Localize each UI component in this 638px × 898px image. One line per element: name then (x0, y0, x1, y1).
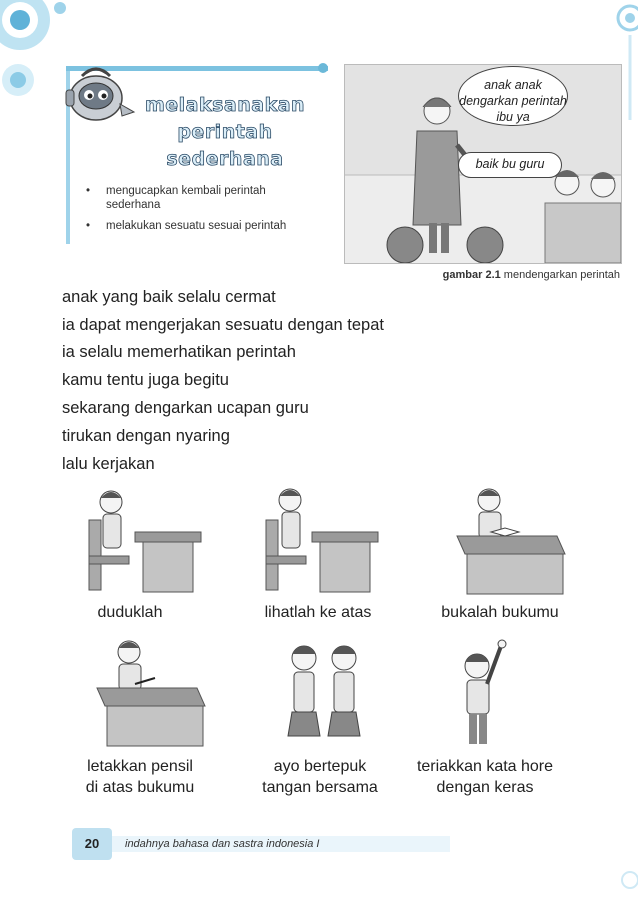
action-label-line: tangan bersama (262, 779, 378, 796)
bullet-icon: • (86, 185, 91, 197)
bubble-line: dengarkan perintah (459, 94, 567, 108)
action-label-line: lihatlah ke atas (264, 604, 372, 621)
robot-mascot-icon (60, 60, 140, 130)
poem-line: ia dapat mengerjakan sesuatu dengan tepat (62, 316, 384, 334)
looking-up-child-illustration (252, 480, 382, 600)
poem-line: kamu tentu juga begitu (62, 371, 229, 389)
action-label-line: teriakkan kata hore (416, 758, 554, 775)
action-label (60, 602, 200, 623)
book-title: indahnya bahasa dan sastra indonesia I (125, 838, 320, 850)
caption-text: mendengarkan perintah (500, 269, 620, 281)
teacher-speech-bubble (458, 66, 568, 126)
bubble-line: anak anak (484, 78, 542, 92)
poem-line: lalu kerjakan (62, 455, 155, 473)
action-label (240, 756, 400, 798)
action-label-line: duduklah (97, 604, 163, 621)
bullet-icon: • (86, 220, 91, 232)
clapping-children-illustration (260, 632, 390, 752)
objective-text: mengucapkan kembali perintah sederhana (106, 185, 266, 211)
reading-book-child-illustration (445, 480, 575, 600)
poem-line: ia selalu memerhatikan perintah (62, 343, 296, 361)
action-label-line: ayo bertepuk (273, 758, 367, 775)
figure-caption (344, 269, 620, 281)
action-label (60, 756, 220, 798)
action-label-line: dengan keras (436, 779, 534, 796)
objective-item (86, 184, 306, 212)
poem-line: tirukan dengan nyaring (62, 427, 230, 445)
objective-text: melakukan sesuatu sesuai perintah (106, 220, 287, 232)
topic-title-line-3: sederhana (166, 148, 284, 170)
action-label-line: bukalah bukumu (441, 604, 559, 621)
objective-list (86, 184, 306, 240)
action-label (395, 756, 575, 798)
poem-line: anak yang baik selalu cermat (62, 288, 276, 306)
topic-title-line-1: melaksanakan (144, 94, 306, 116)
objective-item (86, 219, 306, 233)
placing-pencil-child-illustration (85, 632, 215, 752)
topic-title-line-2: perintah (177, 121, 273, 143)
action-label-line: di atas bukumu (85, 779, 195, 796)
action-label (420, 602, 580, 623)
sitting-child-illustration (75, 480, 205, 600)
page-number: 20 (84, 836, 100, 851)
poem-line: sekarang dengarkan ucapan guru (62, 399, 309, 417)
students-speech-bubble: baik bu guru (458, 152, 562, 178)
action-label (238, 602, 398, 623)
action-label-line: letakkan pensil (87, 758, 193, 775)
cheering-child-illustration (425, 632, 555, 752)
topic-bar-dot (318, 63, 328, 73)
caption-label: gambar 2.1 (442, 269, 501, 281)
bubble-line: ibu ya (496, 110, 530, 124)
